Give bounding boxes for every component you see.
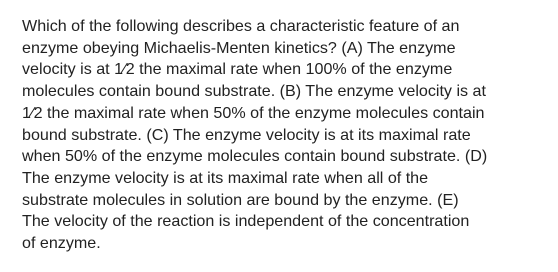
question-line: The velocity of the reaction is independent of the concentration xyxy=(22,212,470,231)
question-line: 1⁄2 the maximal rate when 50% of the enzyme molecules contain xyxy=(22,103,485,122)
question-line: The enzyme velocity is at its maximal rate when all of the xyxy=(22,168,429,187)
question-line: Which of the following describes a characteristic feature of an xyxy=(22,17,460,35)
question-line: of enzyme. xyxy=(22,234,101,253)
question-line: substrate molecules in solution are bound by the enzyme. (E) xyxy=(22,190,459,209)
question-text xyxy=(22,16,542,255)
question-line: bound substrate. (C) The enzyme velocity is at its maximal rate xyxy=(22,125,471,144)
question-line: when 50% of the enzyme molecules contain bound substrate. (D) xyxy=(22,147,488,166)
question-line: molecules contain bound substrate. (B) The enzyme velocity is at xyxy=(22,82,486,101)
question-line: velocity is at 1⁄2 the maximal rate when 100% of the enzyme xyxy=(22,60,453,79)
question-line: enzyme obeying Michaelis-Menten kinetics? (A) The enzyme xyxy=(22,38,456,57)
